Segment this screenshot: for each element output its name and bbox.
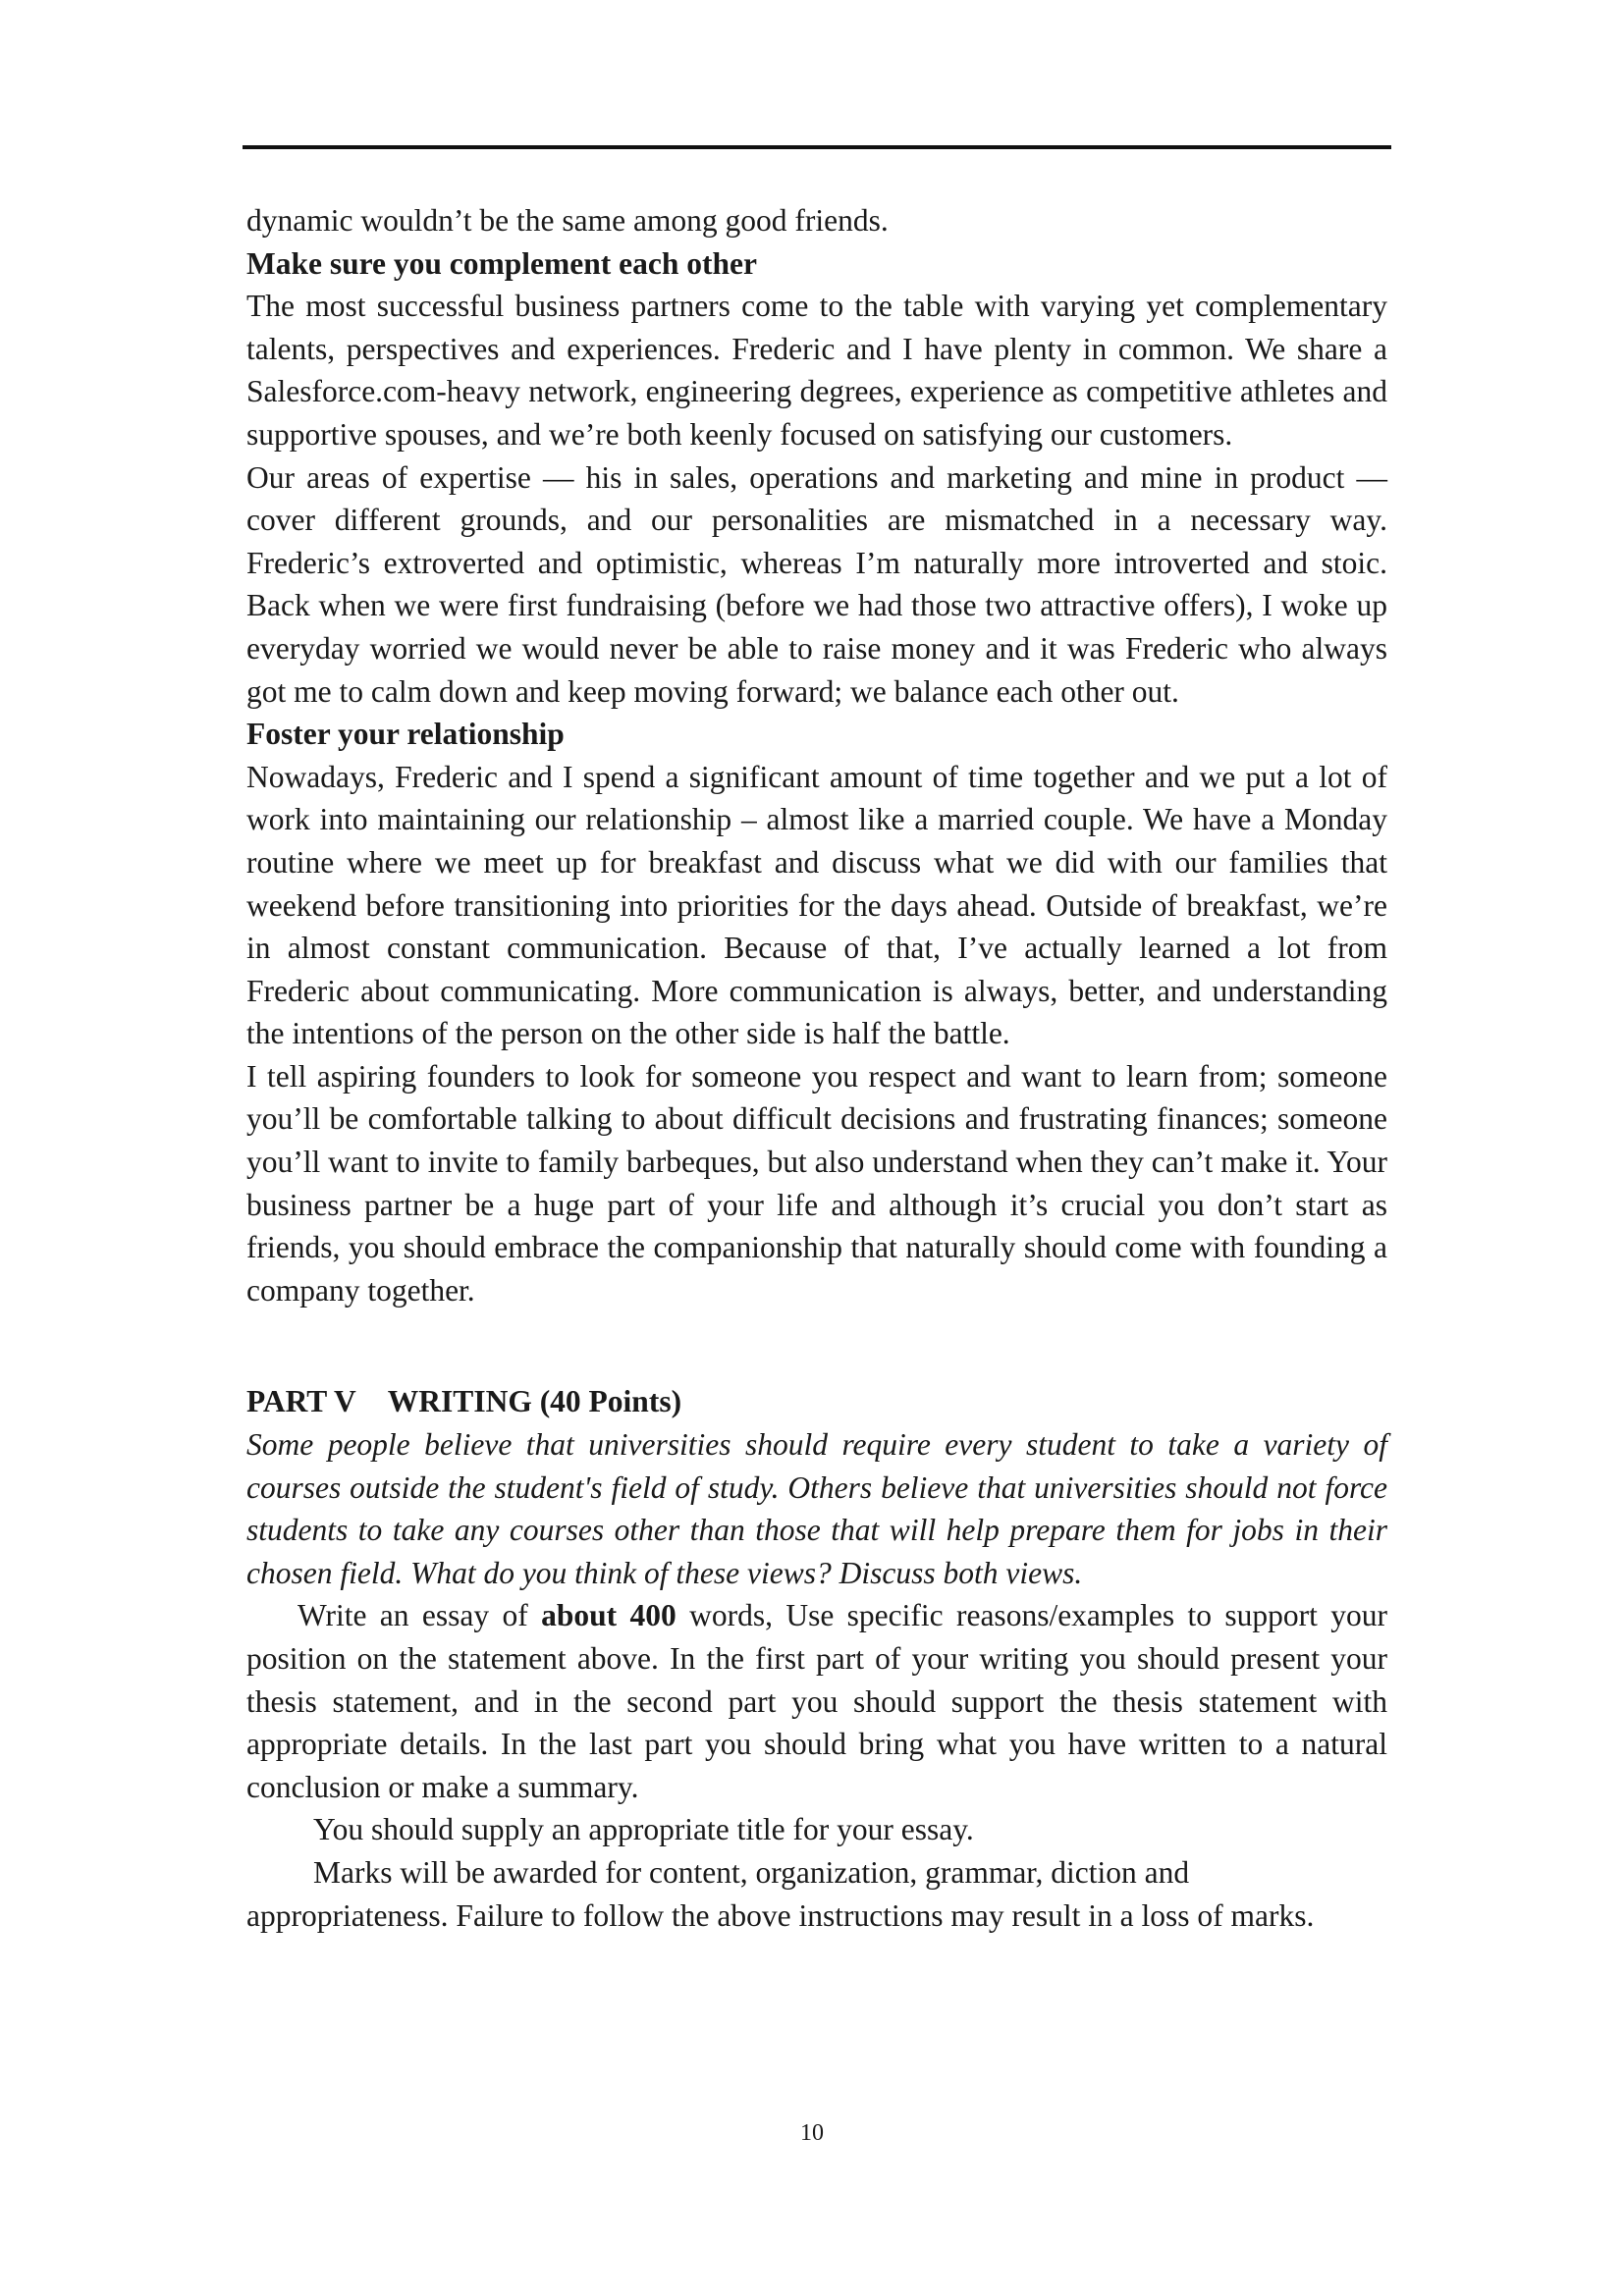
marks-line-1: Marks will be awarded for content, organization, grammar, diction and: [313, 1854, 1190, 1890]
word-count: about 400: [541, 1598, 677, 1633]
continued-line: dynamic wouldn’t be the same among good friends.: [246, 203, 889, 238]
instruction-text-before: Write an essay of: [298, 1598, 542, 1633]
part-title: WRITING (40 Points): [387, 1384, 682, 1419]
section-heading-complement: Make sure you complement each other: [246, 245, 757, 281]
writing-instructions: [246, 1594, 1387, 1808]
paragraph-complement-2: Our areas of expertise — his in sales, operations and marketing and mine in product — cover different grounds, and our personalities are mismatched in a necessary way. Frederic’s extroverted and optimistic, whereas I’m naturally more introverted and stoic. Back when we were first fundraising (before we had those two attractive offers), I woke up everyday worried we would never be able to raise money and it was Frederic who always got me to calm down and keep moving forward; we balance each other out.: [246, 459, 1387, 709]
part-label: PART V: [246, 1384, 356, 1419]
paragraph-relationship-1: Nowadays, Frederic and I spend a significant amount of time together and we put a lot of work into maintaining our relationship – almost like a married couple. We have a Monday routine where we meet up for breakfast and discuss what we did with our families that weekend before transitioning into priorities for the days ahead. Outside of breakfast, we’re in almost constant communication. Because of that, I’ve actually learned a lot from Frederic about communicating. More communication is always, better, and understanding the intentions of the person on the other side is half the battle.: [246, 759, 1387, 1051]
header-rule: [243, 145, 1391, 149]
paragraph-relationship-2: I tell aspiring founders to look for someone you respect and want to learn from; someone you’ll be comfortable talking to about difficult decisions and frustrating finances; someone you’ll want to invite to family barbeques, but also understand when they can’t make it. Your business partner be a huge part of your life and although it’s crucial you don’t start as friends, you should embrace the companionship that naturally should come with founding a company together.: [246, 1058, 1387, 1308]
instruction-text-after: words, Use specific reasons/examples to support your position on the statement above. In the first part of your writing you should present your thesis statement, and in the second part you should support the thesis statement with appropriate details. In the last part you should bring what you have written to a natural conclusion or make a summary.: [246, 1598, 1387, 1804]
writing-prompt: Some people believe that universities should require every student to take a variety of courses outside the student's field of study. Others believe that universities should not force students to take any courses other than those that will help prepare them for jobs in their chosen field. What do you think of these views? Discuss both views.: [246, 1427, 1387, 1590]
paragraph-complement-1: The most successful business partners come to the table with varying yet complementary talents, perspectives and experiences. Frederic and I have plenty in common. We share a Salesforce.com-heavy network, engineering degrees, experience as competitive athletes and supportive spouses, and we’re both keenly focused on satisfying our customers.: [246, 289, 1387, 452]
part-heading: [246, 1380, 1387, 1423]
page-number: 10: [800, 2120, 824, 2146]
page-body: [246, 199, 1387, 1937]
marks-line-2: appropriateness. Failure to follow the above instructions may result in a loss of marks.: [246, 1897, 1315, 1933]
title-instruction: You should supply an appropriate title for your essay.: [313, 1812, 974, 1847]
section-heading-relationship: Foster your relationship: [246, 717, 565, 752]
